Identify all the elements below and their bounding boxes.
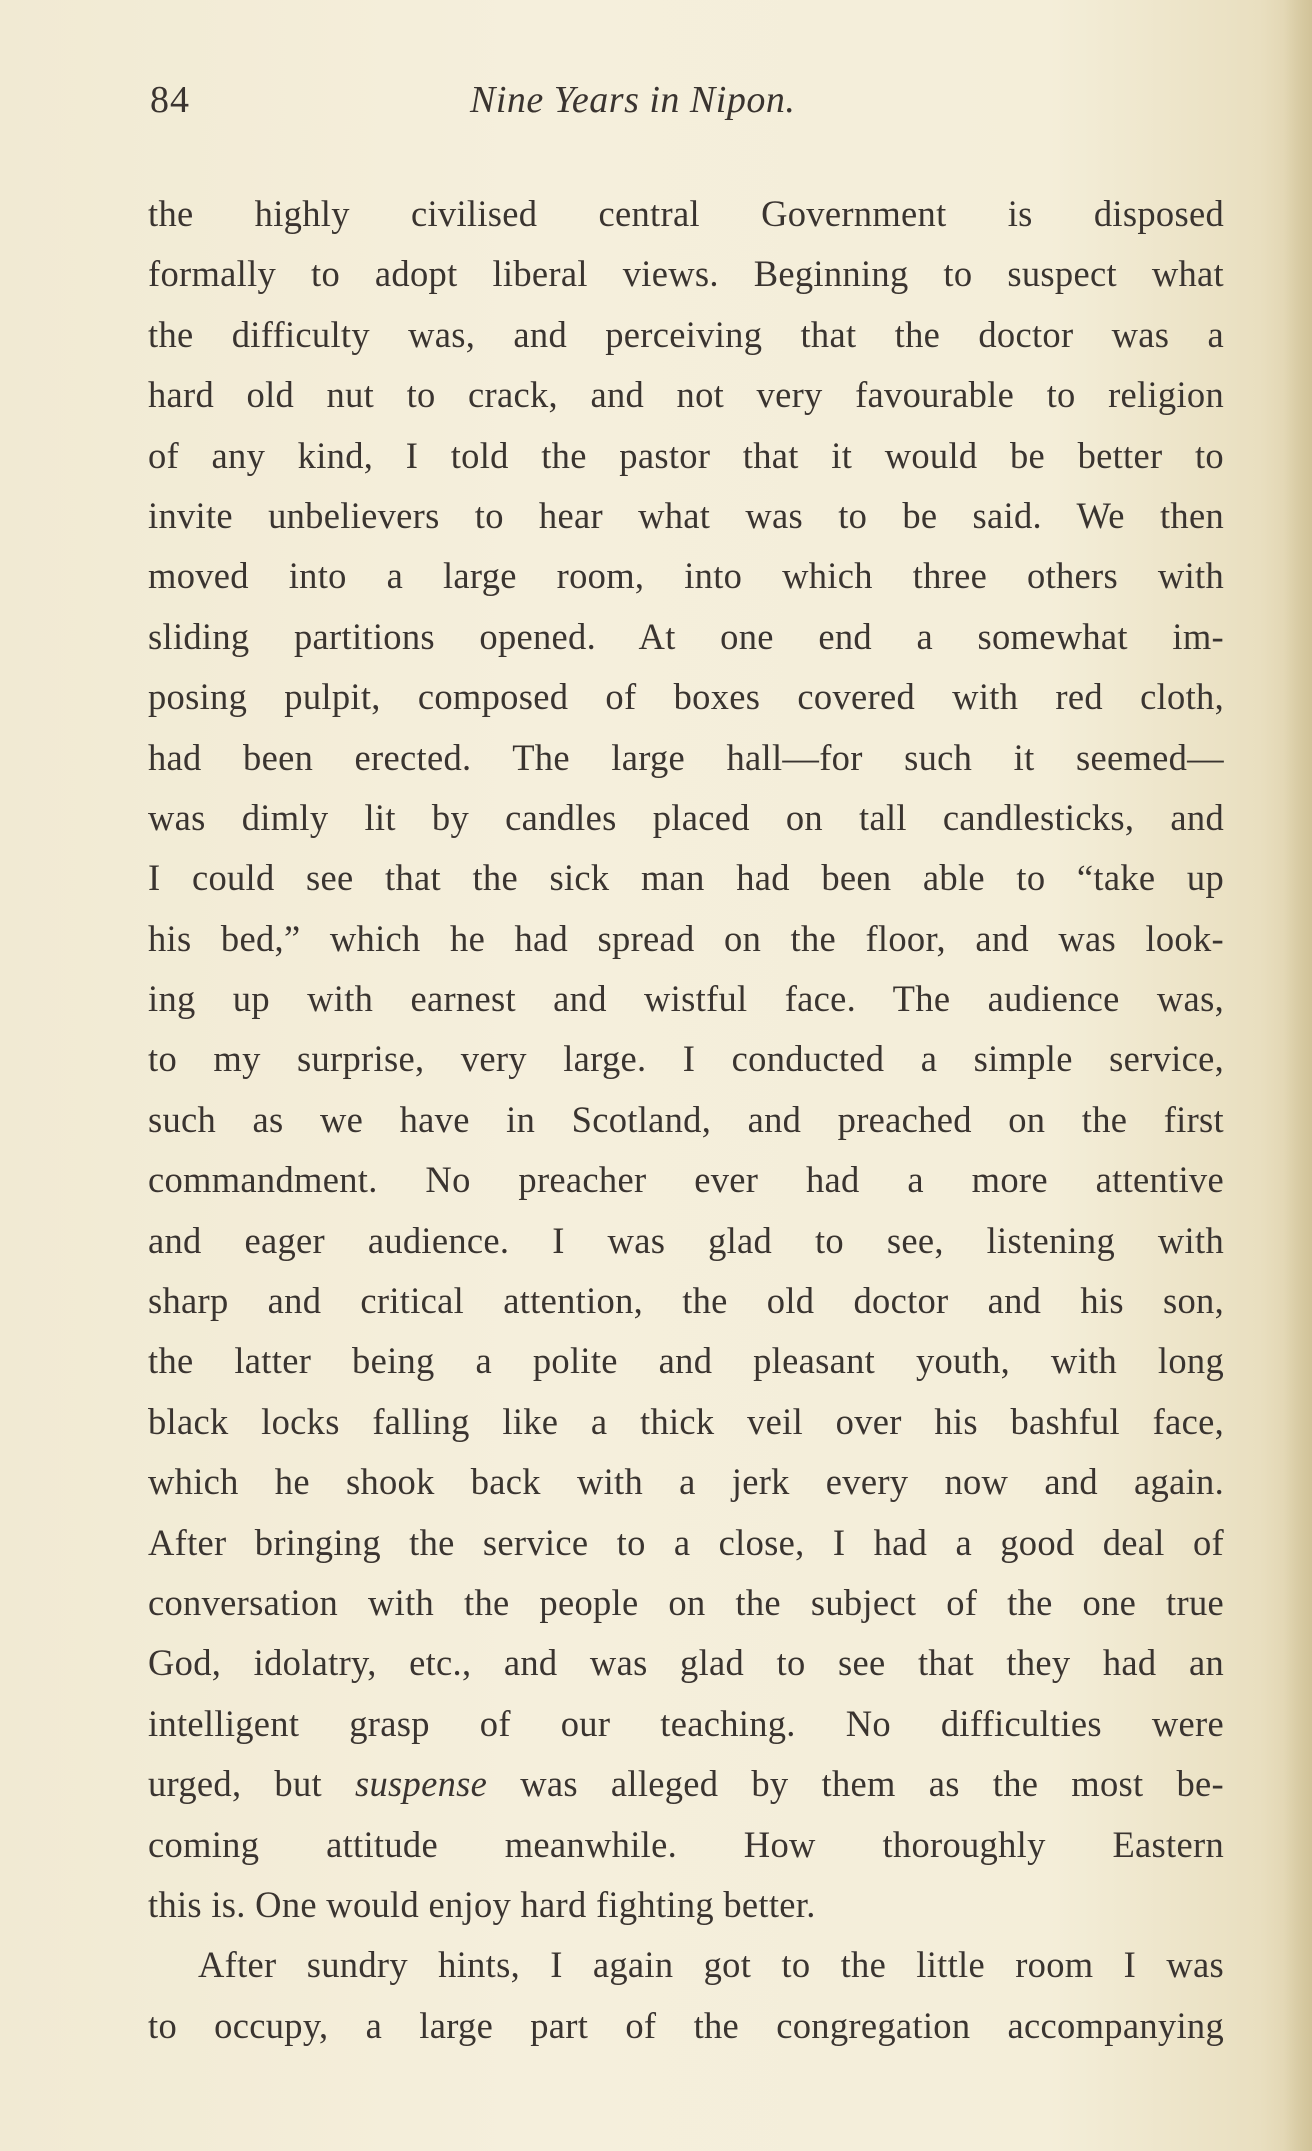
italic-word: suspense [354, 1763, 488, 1805]
body-text [148, 184, 1224, 2056]
paragraph-end-line: this is. One would enjoy hard fighting better. [148, 1883, 816, 1925]
text-line: I could see that the sick man had been able to “take up [148, 857, 1224, 899]
text-line: After bringing the service to a close, I had a good deal of [148, 1521, 1224, 1563]
text-line: had been erected. The large hall—for such it seemed— [148, 736, 1224, 778]
text-line: sliding partitions opened. At one end a somewhat im- [148, 615, 1224, 657]
paragraph-start-line: After sundry hints, I again got to the little room I was [198, 1944, 1224, 1986]
text-line-with-italic [148, 1754, 1224, 1814]
text-line: moved into a large room, into which three others with [148, 555, 1224, 597]
text-fragment: urged, but [148, 1763, 322, 1805]
text-line: posing pulpit, composed of boxes covered with red cloth, [148, 676, 1224, 718]
text-line: God, idolatry, etc., and was glad to see that they had an [148, 1642, 1224, 1684]
text-line: coming attitude meanwhile. How thoroughly Eastern [148, 1823, 1224, 1865]
text-line: the highly civilised central Government is disposed [148, 193, 1224, 234]
text-line: ing up with earnest and wistful face. The audience was, [148, 978, 1224, 1020]
text-line: his bed,” which he had spread on the floor, and was look- [148, 917, 1224, 959]
text-line: such as we have in Scotland, and preached on the first [148, 1098, 1224, 1140]
page-number: 84 [150, 79, 190, 121]
text-line: intelligent grasp of our teaching. No difficulties were [148, 1702, 1224, 1744]
text-line: to occupy, a large part of the congregation accompanying [148, 2004, 1224, 2046]
text-line: the latter being a polite and pleasant youth, with long [148, 1340, 1224, 1382]
text-line: commandment. No preacher ever had a more attentive [148, 1159, 1224, 1201]
text-line: the difficulty was, and perceiving that the doctor was a [148, 313, 1224, 355]
running-title: Nine Years in Nipon. [470, 79, 796, 121]
text-line: to my surprise, very large. I conducted a simple service, [148, 1038, 1224, 1080]
text-line: was dimly lit by candles placed on tall candlesticks, and [148, 796, 1224, 838]
text-line: of any kind, I told the pastor that it would be better to [148, 434, 1224, 476]
text-line: hard old nut to crack, and not very favourable to religion [148, 374, 1224, 416]
text-line: which he shook back with a jerk every now and again. [148, 1461, 1224, 1503]
text-line: invite unbelievers to hear what was to be said. We then [148, 494, 1224, 536]
text-line: black locks falling like a thick veil over his bashful face, [148, 1400, 1224, 1442]
running-head [150, 78, 1230, 138]
text-line: and eager audience. I was glad to see, listening with [148, 1219, 1224, 1261]
text-line: sharp and critical attention, the old doctor and his son, [148, 1280, 1224, 1322]
text-line: conversation with the people on the subject of the one true [148, 1581, 1224, 1623]
text-line: formally to adopt liberal views. Beginning to suspect what [148, 253, 1224, 295]
text-fragment: was alleged by them as the most be- [520, 1763, 1224, 1805]
page-edge-shadow [1284, 0, 1312, 2151]
